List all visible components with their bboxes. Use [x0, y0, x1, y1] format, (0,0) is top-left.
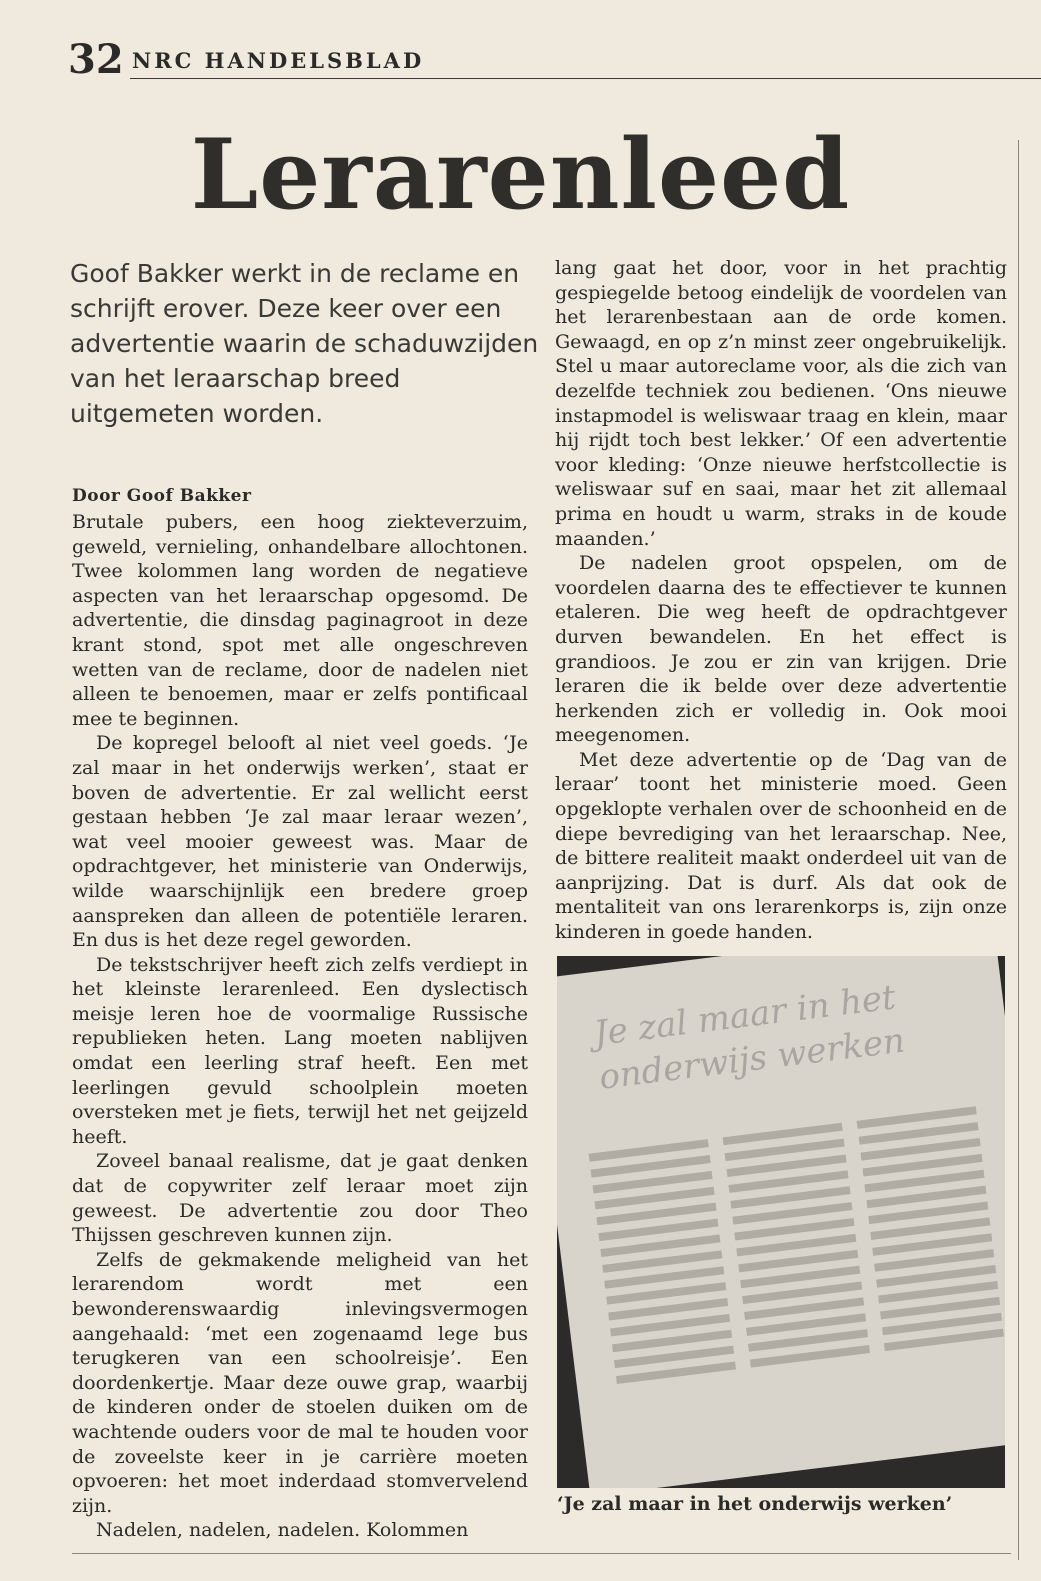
paragraph: Brutale pubers, een hoog ziekteverzuim, geweld, vernieling, onhandelbare allochtonen. Twee kolommen lang worden de negatieve aspecten van het leraarschap opgesomd. De advertentie, die dinsdag paginagroot in deze krant stond, spot met alle ongeschreven wetten van de reclame, door de nadelen niet alleen te benoemen, maar er zelfs pontificaal mee te beginnen. — [72, 511, 528, 730]
article-column-1 — [72, 510, 528, 1543]
paragraph: De kopregel belooft al niet veel goeds. ‘Je zal maar in het onderwijs werken’, staat er boven de advertentie. Er zal wellicht eerst gestaan hebben ‘Je zal maar leraar wezen’, wat veel mooier geweest was. Maar de opdrachtgever, het ministerie van Onderwijs, wilde waarschijnlijk een bredere groep aanspreken dan alleen de potentiële leraren. En dus is het deze regel geworden. — [72, 732, 528, 952]
paragraph: Zoveel banaal realisme, dat je gaat denken dat de copywriter zelf leraar moet zijn geweest. De advertentie zou door Theo Thijssen geschreven kunnen zijn. — [72, 1150, 528, 1247]
handwritten-headline: Je zal maar in het onderwijs werken — [591, 977, 908, 1098]
paragraph: Nadelen, nadelen, nadelen. Kolommen — [96, 1519, 469, 1542]
column-border — [1018, 140, 1019, 1560]
footer-rule — [72, 1553, 1011, 1554]
photo-caption: ‘Je zal maar in het onderwijs werken’ — [557, 1493, 953, 1515]
header-rule — [130, 78, 1041, 79]
paragraph: De nadelen groot opspelen, om de voordelen daarna des te effectiever te kunnen etaleren. Die weg heeft de opdrachtgever durven bewandelen. En het effect is grandioos. Je zou er zin van krijgen. Drie leraren die ik belde over deze advertentie herkenden zich er volledig in. Ook mooi meegenomen. — [555, 552, 1007, 747]
article-lead: Goof Bakker werkt in de reclame en schrijft erover. Deze keer over een advertentie waarin de schaduwzijden van het leraarschap breed uitgemeten worden. — [70, 259, 539, 428]
paragraph: lang gaat het door, voor in het prachtig gespiegelde betoog eindelijk de voordelen van het lerarenbestaan aan de orde komen. Gewaagd, en op z’n minst zeer ongebruikelijk. Stel u maar autoreclame voor, als die zich van dezelfde techniek zou bedienen. ‘Ons nieuwe instapmodel is weliswaar traag en klein, maar hij rijdt toch best lekker.’ Of een advertentie voor kleding: ‘Onze nieuwe herfstcollectie is weliswaar suf en saai, maar het zit allemaal prima en houdt u warm, straks in de koude maanden.’ — [555, 257, 1007, 550]
article-byline: Door Goof Bakker — [72, 486, 252, 506]
newspaper-name: NRC HANDELSBLAD — [132, 48, 425, 73]
page-number: 32 — [68, 36, 124, 83]
advertisement-sheet — [557, 956, 1005, 1488]
paragraph: Met deze advertentie op de ‘Dag van de leraar’ toont het ministerie moed. Geen opgeklopte verhalen over de schoonheid en de diepe bevrediging van het leraarschap. Nee, de bittere realiteit maakt onderdeel uit van de aanprijzing. Dat is durf. Als dat ook de mentaliteit van ons lerarenkorps is, zijn onze kinderen in goede handen. — [555, 748, 1007, 944]
paragraph: Zelfs de gekmakende meligheid van het lerarendom wordt met een bewonderenswaardig inlevingsvermogen aangehaald: ‘met een zogenaamd lege bus terugkeren van een schoolreisje’. Een doordenkertje. Maar deze ouwe grap, waarbij de kinderen onder de stoelen duiken om de wachtende ouders voor de mal te houden voor de zoveelste keer in je carrière moeten opvoeren: het moet inderdaad stomvervelend zijn. — [72, 1248, 528, 1517]
article-headline: Lerarenleed — [190, 118, 851, 231]
advertisement-photo — [557, 956, 1005, 1488]
article-column-2 — [555, 256, 1007, 945]
paragraph: De tekstschrijver heeft zich zelfs verdiept in het kleinste lerarenleed. Een dyslectisch meisje leren hoe de voormalige Russische republieken heten. Lang moeten nablijven omdat een leerling straf heeft. Een met leerlingen gevuld schoolplein moeten oversteken met je fiets, terwijl het net geijzeld heeft. — [72, 953, 528, 1148]
